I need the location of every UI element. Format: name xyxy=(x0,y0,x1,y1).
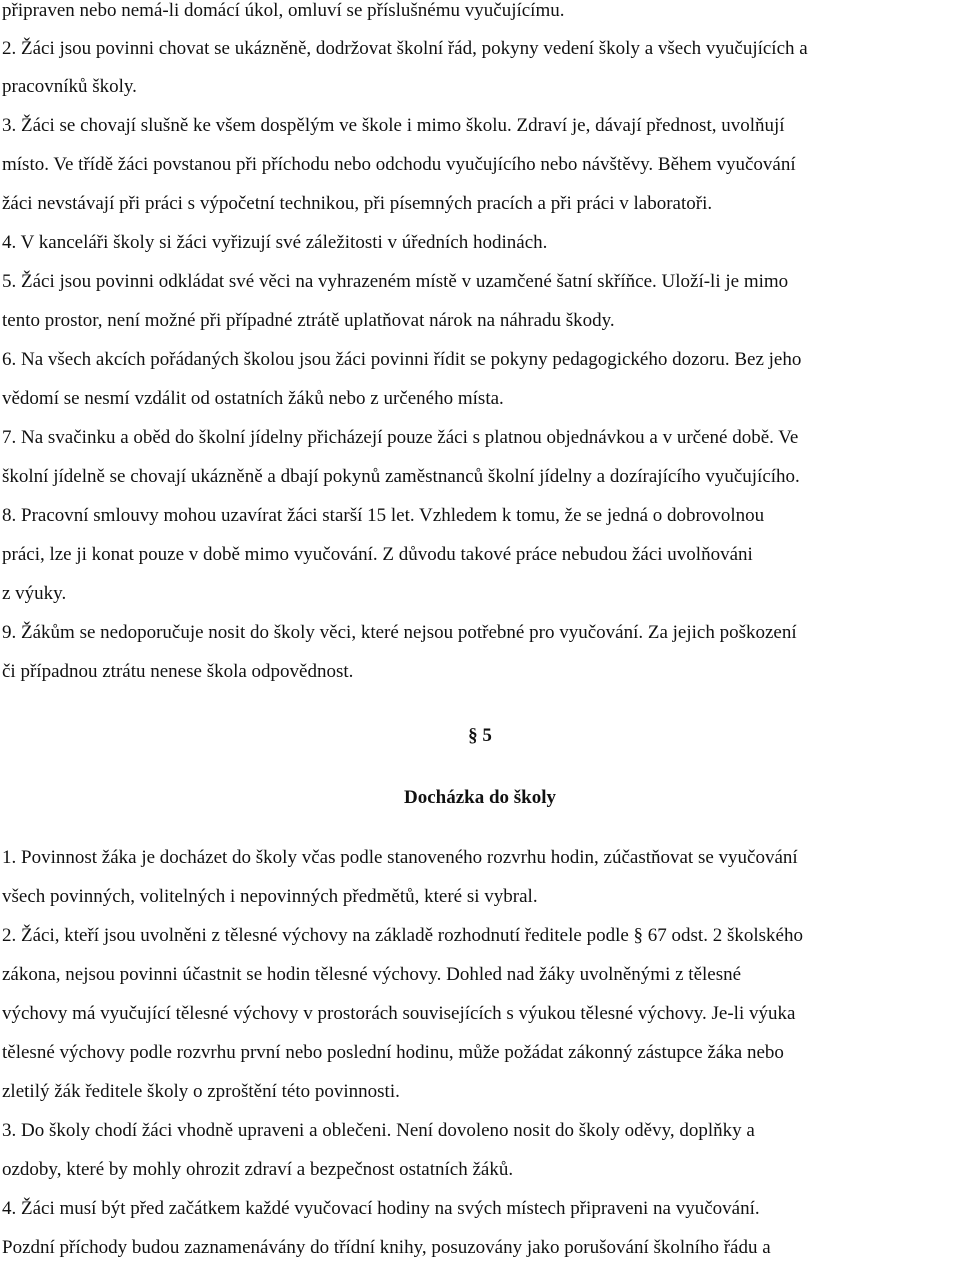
text-line: 6. Na všech akcích pořádaných školou jsou žáci povinni řídit se pokyny pedagogického dozoru. Bez jeho xyxy=(2,349,802,370)
text-line: 3. Žáci se chovají slušně ke všem dospělým ve škole i mimo školu. Zdraví je, dávají přednost, uvolňují xyxy=(2,115,785,136)
text-line: 2. Žáci, kteří jsou uvolněni z tělesné výchovy na základě rozhodnutí ředitele podle § 67 odst. 2 školského xyxy=(2,925,803,946)
text-line: zákona, nejsou povinni účastnit se hodin tělesné výchovy. Dohled nad žáky uvolněnými z tělesné xyxy=(2,964,742,985)
text-line: 4. Žáci musí být před začátkem každé vyučovací hodiny na svých místech připraveni na vyučování. xyxy=(2,1198,760,1219)
text-line: 5. Žáci jsou povinni odkládat své věci na vyhrazeném místě v uzamčené šatní skříňce. Uloží-li je mimo xyxy=(2,271,789,292)
section-number: § 5 xyxy=(468,725,492,746)
text-line: pracovníků školy. xyxy=(2,76,137,97)
text-line: 4. V kanceláři školy si žáci vyřizují své záležitosti v úředních hodinách. xyxy=(2,232,548,253)
text-line: zletilý žák ředitele školy o zproštění této povinnosti. xyxy=(2,1081,400,1102)
text-line: tento prostor, není možné při případné ztrátě uplatňovat nárok na náhradu škody. xyxy=(2,310,615,331)
text-line: výchovy má vyučující tělesné výchovy v prostorách souvisejících s výukou tělesné výchovy. Je-li výuka xyxy=(2,1003,796,1024)
text-line: či případnou ztrátu nenese škola odpovědnost. xyxy=(2,661,354,682)
text-line: tělesné výchovy podle rozvrhu první nebo poslední hodinu, může požádat zákonný zástupce žáka nebo xyxy=(2,1042,784,1063)
text-line: 3. Do školy chodí žáci vhodně upraveni a oblečeni. Není dovoleno nosit do školy oděvy, doplňky a xyxy=(2,1120,755,1141)
text-line: ozdoby, které by mohly ohrozit zdraví a bezpečnost ostatních žáků. xyxy=(2,1159,514,1180)
text-line: vědomí se nesmí vzdálit od ostatních žáků nebo z určeného místa. xyxy=(2,388,504,409)
text-line: 7. Na svačinku a oběd do školní jídelny přicházejí pouze žáci s platnou objednávkou a v určené době. Ve xyxy=(2,427,799,448)
text-line: školní jídelně se chovají ukázněně a dbají pokynů zaměstnanců školní jídelny a dozírajícího vyučujícího. xyxy=(2,466,800,487)
text-line: 9. Žákům se nedoporučuje nosit do školy věci, které nejsou potřebné pro vyučování. Za jejich poškození xyxy=(2,622,797,643)
text-line: 2. Žáci jsou povinni chovat se ukázněně, dodržovat školní řád, pokyny vedení školy a všech vyučujících a xyxy=(2,38,808,59)
text-line: všech povinných, volitelných i nepovinných předmětů, které si vybral. xyxy=(2,886,538,907)
text-line: Pozdní příchody budou zaznamenávány do třídní knihy, posuzovány jako porušování školního řádu a xyxy=(2,1237,771,1258)
text-line: žáci nevstávají při práci s výpočetní technikou, při písemných pracích a při práci v laboratoři. xyxy=(2,193,713,214)
text-line: z výuky. xyxy=(2,583,67,604)
section-title: Docházka do školy xyxy=(403,787,557,808)
text-line: práci, lze ji konat pouze v době mimo vyučování. Z důvodu takové práce nebudou žáci uvolňováni xyxy=(2,544,753,565)
text-line: připraven nebo nemá-li domácí úkol, omluví se příslušnému vyučujícímu. xyxy=(2,0,565,21)
text-line: 1. Povinnost žáka je docházet do školy včas podle stanoveného rozvrhu hodin, zúčastňovat se vyučování xyxy=(2,847,798,868)
text-line: místo. Ve třídě žáci povstanou při příchodu nebo odchodu vyučujícího nebo návštěvy. Během vyučování xyxy=(2,154,796,175)
text-line: 8. Pracovní smlouvy mohou uzavírat žáci starší 15 let. Vzhledem k tomu, že se jedná o dobrovolnou xyxy=(2,505,765,526)
